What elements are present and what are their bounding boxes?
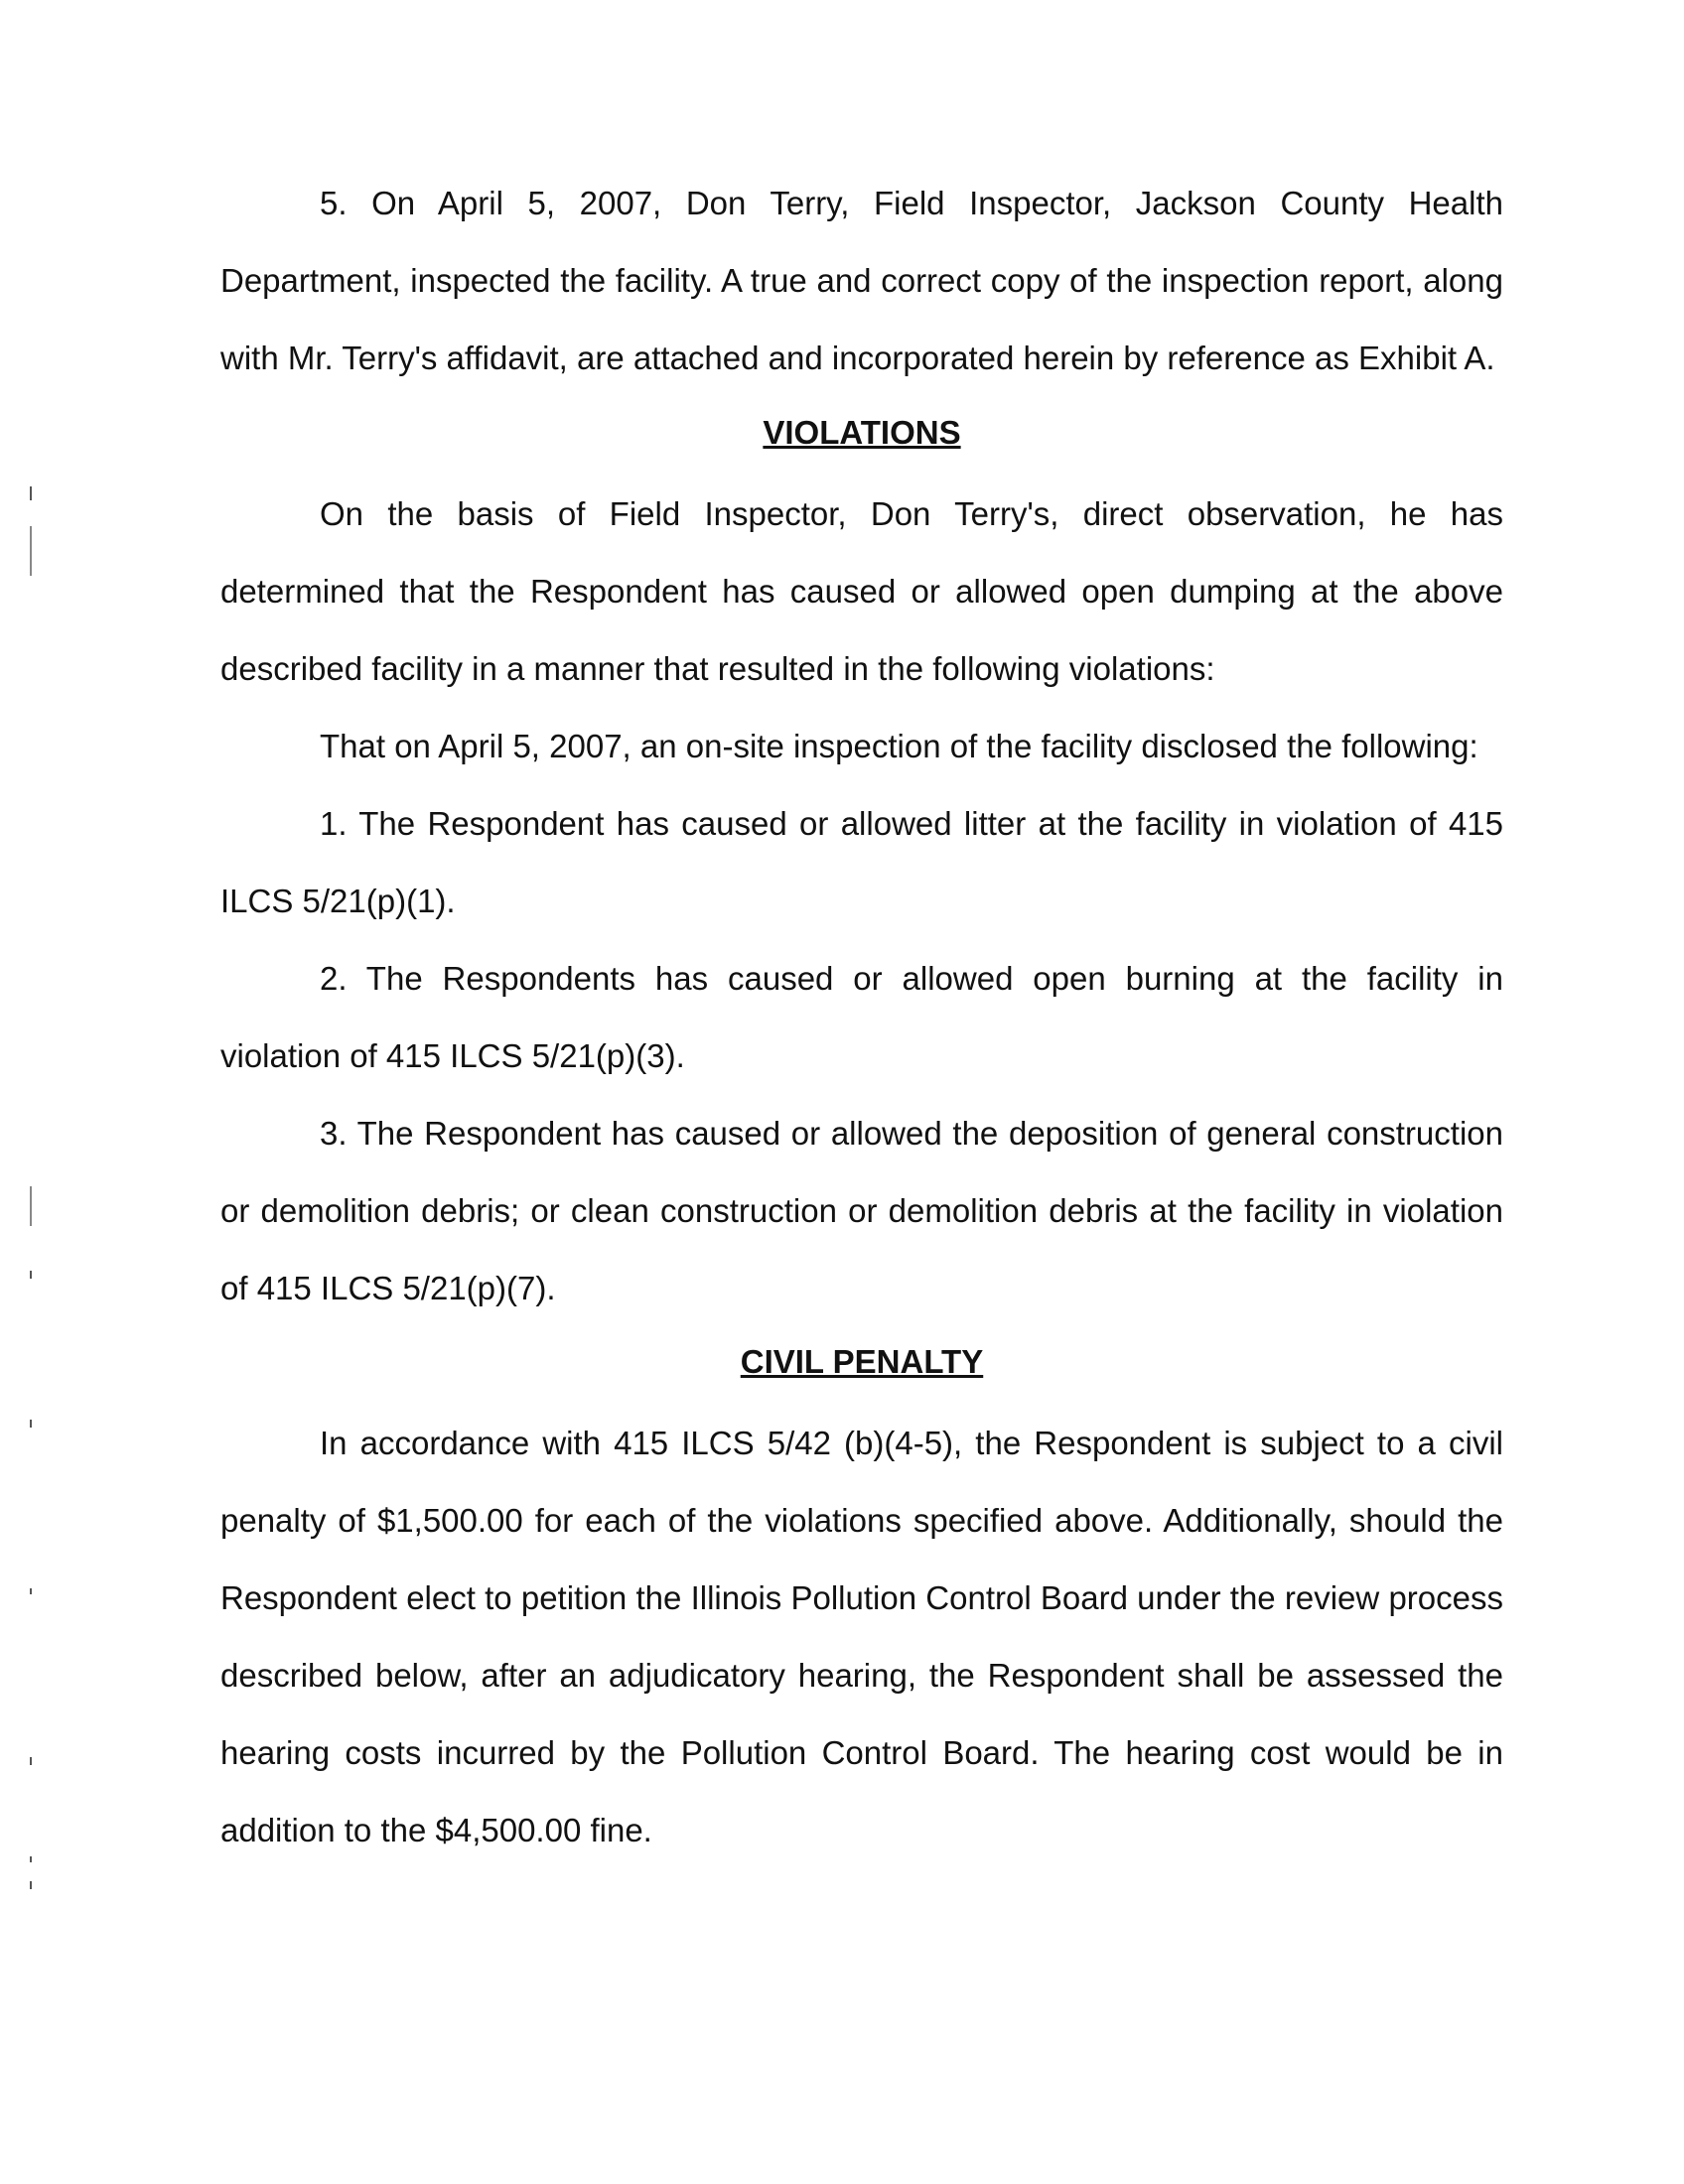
violations-intro: On the basis of Field Inspector, Don Terry's, direct observation, he has determined that the Respondent has caused or allowed open dumping at the above described facility in a manner that resulted in the following violations: [220,495,1503,687]
scan-artifact [30,486,32,500]
scan-artifact [30,1856,32,1862]
paragraph-5: 5. On April 5, 2007, Don Terry, Field Inspector, Jackson County Health Department, inspected the facility. A true and correct copy of the inspection report, along with Mr. Terry's affidavit, are attached and incorporated herein by reference as Exhibit A. [220,185,1503,376]
civil-penalty-heading: CIVIL PENALTY [740,1343,984,1380]
violation-item-3: 3. The Respondent has caused or allowed the deposition of general construction or demolition debris; or clean construction or demolition debris at the facility in violation of 415 ILCS 5/21(p)(7). [220,1115,1503,1306]
scan-artifact [30,1588,32,1594]
scan-artifact [30,1757,32,1765]
inspection-statement: That on April 5, 2007, an on-site inspection of the facility disclosed the following: [320,728,1478,764]
scan-artifact [30,526,32,576]
violation-item-2: 2. The Respondents has caused or allowed open burning at the facility in violation of 415 ILCS 5/21(p)(3). [220,960,1503,1074]
scan-artifact [30,1420,32,1428]
civil-penalty-text: In accordance with 415 ILCS 5/42 (b)(4-5), the Respondent is subject to a civil penalty of $1,500.00 for each of the violations specified above. Additionally, should the Respondent elect to petition the Illinois Pollution Control Board under the review process described below, after an adjudicatory hearing, the Respondent shall be assessed the hearing costs incurred by the Pollution Control Board. The hearing cost would be in addition to the $4,500.00 fine. [220,1425,1503,1848]
violations-heading: VIOLATIONS [763,414,961,451]
scan-artifact [30,1271,32,1279]
scan-artifact [30,1881,32,1889]
scan-artifact [30,1186,32,1226]
violation-item-1: 1. The Respondent has caused or allowed litter at the facility in violation of 415 ILCS 5/21(p)(1). [220,805,1503,919]
